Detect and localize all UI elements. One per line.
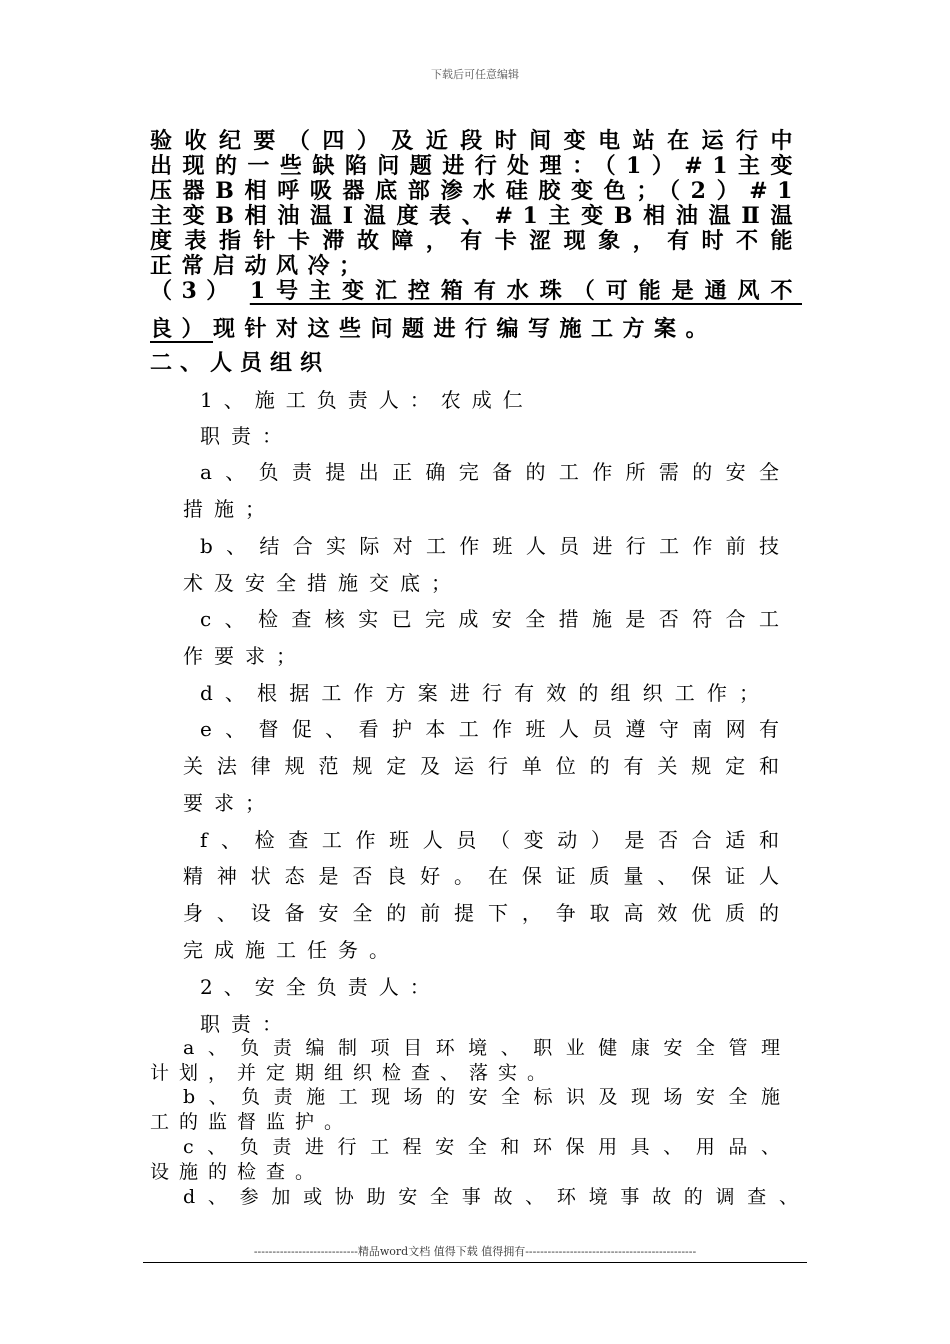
construction-duty-line: a、负责提出正确完备的工作所需的安全 [200,460,790,484]
construction-duty-line: f、检查工作班人员（变动）是否合适和 [200,828,790,852]
safety-duty-line: 工的监督监护。 [150,1111,354,1133]
construction-duty-line: 关法律规范规定及运行单位的有关规定和 [183,754,790,778]
construction-duty-line: e、督促、看护本工作班人员遵守南网有 [200,717,790,741]
construction-duty-line: 身、设备安全的前提下，争取高效优质的 [183,901,790,925]
point-3-underlined: 1号主变汇控箱有水珠（可能是通风不 [249,278,802,304]
construction-duty-line: 作要求； [183,644,307,668]
construction-duty-line: 完成施工任务。 [183,938,400,962]
safety-duty-line: d、参加或协助安全事故、环境事故的调查、 [183,1186,808,1208]
point-3-prefix: （3） [150,278,238,304]
construction-duty-line: b、结合实际对工作班人员进行工作前技 [200,534,790,558]
safety-duty-line: 计划，并定期组织检查、落实。 [150,1062,557,1084]
point-3-tail: 现针对这些问题进行编写施工方案。 [213,316,718,342]
safety-duty-line: b、负责施工现场的安全标识及现场安全施 [183,1086,790,1108]
safety-lead-title: 2、安全负责人： [200,975,441,999]
construction-duty-line: 精神状态是否良好。在保证质量、保证人 [183,864,790,888]
safety-duty-line: 设施的检查。 [150,1161,325,1183]
intro-line-5: 度表指针卡滞故障，有卡涩现象，有时不能 [150,228,802,254]
construction-duty-line: c、检查核实已完成安全措施是否符合工 [200,607,790,631]
point-3-cont-underlined: 良） [150,316,214,342]
construction-lead-duty-label: 职责： [200,424,293,448]
safety-lead-duty-label: 职责： [200,1012,293,1036]
footer-rule [143,1262,807,1263]
section-title: 二、人员组织 [150,350,331,376]
page-header: 下载后可任意编辑 [431,68,519,81]
safety-duty-line: c、负责进行工程安全和环保用具、用品、 [183,1136,790,1158]
construction-duty-line: d、根据工作方案进行有效的组织工作； [200,681,770,705]
intro-line-6: 正常启动风冷； [150,253,371,279]
point-3-line [150,274,802,305]
construction-duty-line: 要求； [183,791,276,815]
construction-duty-line: 术及安全措施交底； [183,571,462,595]
intro-line-1: 验收纪要（四）及近段时间变电站在运行中 [150,128,802,154]
construction-duty-line: 措施； [183,497,276,521]
page-footer: ----------------------------精品word文档 值得下载 值得拥有---------------------------------------------- [253,1245,697,1258]
intro-line-2: 出现的一些缺陷问题进行处理：（1）#1主变 [150,153,802,179]
intro-line-4: 主变B相油温Ⅰ温度表、#1主变B相油温Ⅱ温 [150,203,802,229]
safety-duty-line: a、负责编制项目环境、职业健康安全管理 [183,1037,790,1059]
construction-lead-title: 1、施工负责人：农成仁 [200,388,534,412]
point-3-cont-line [150,312,717,343]
intro-line-3: 压器B相呼吸器底部渗水硅胶变色；（2）#1 [150,178,802,204]
